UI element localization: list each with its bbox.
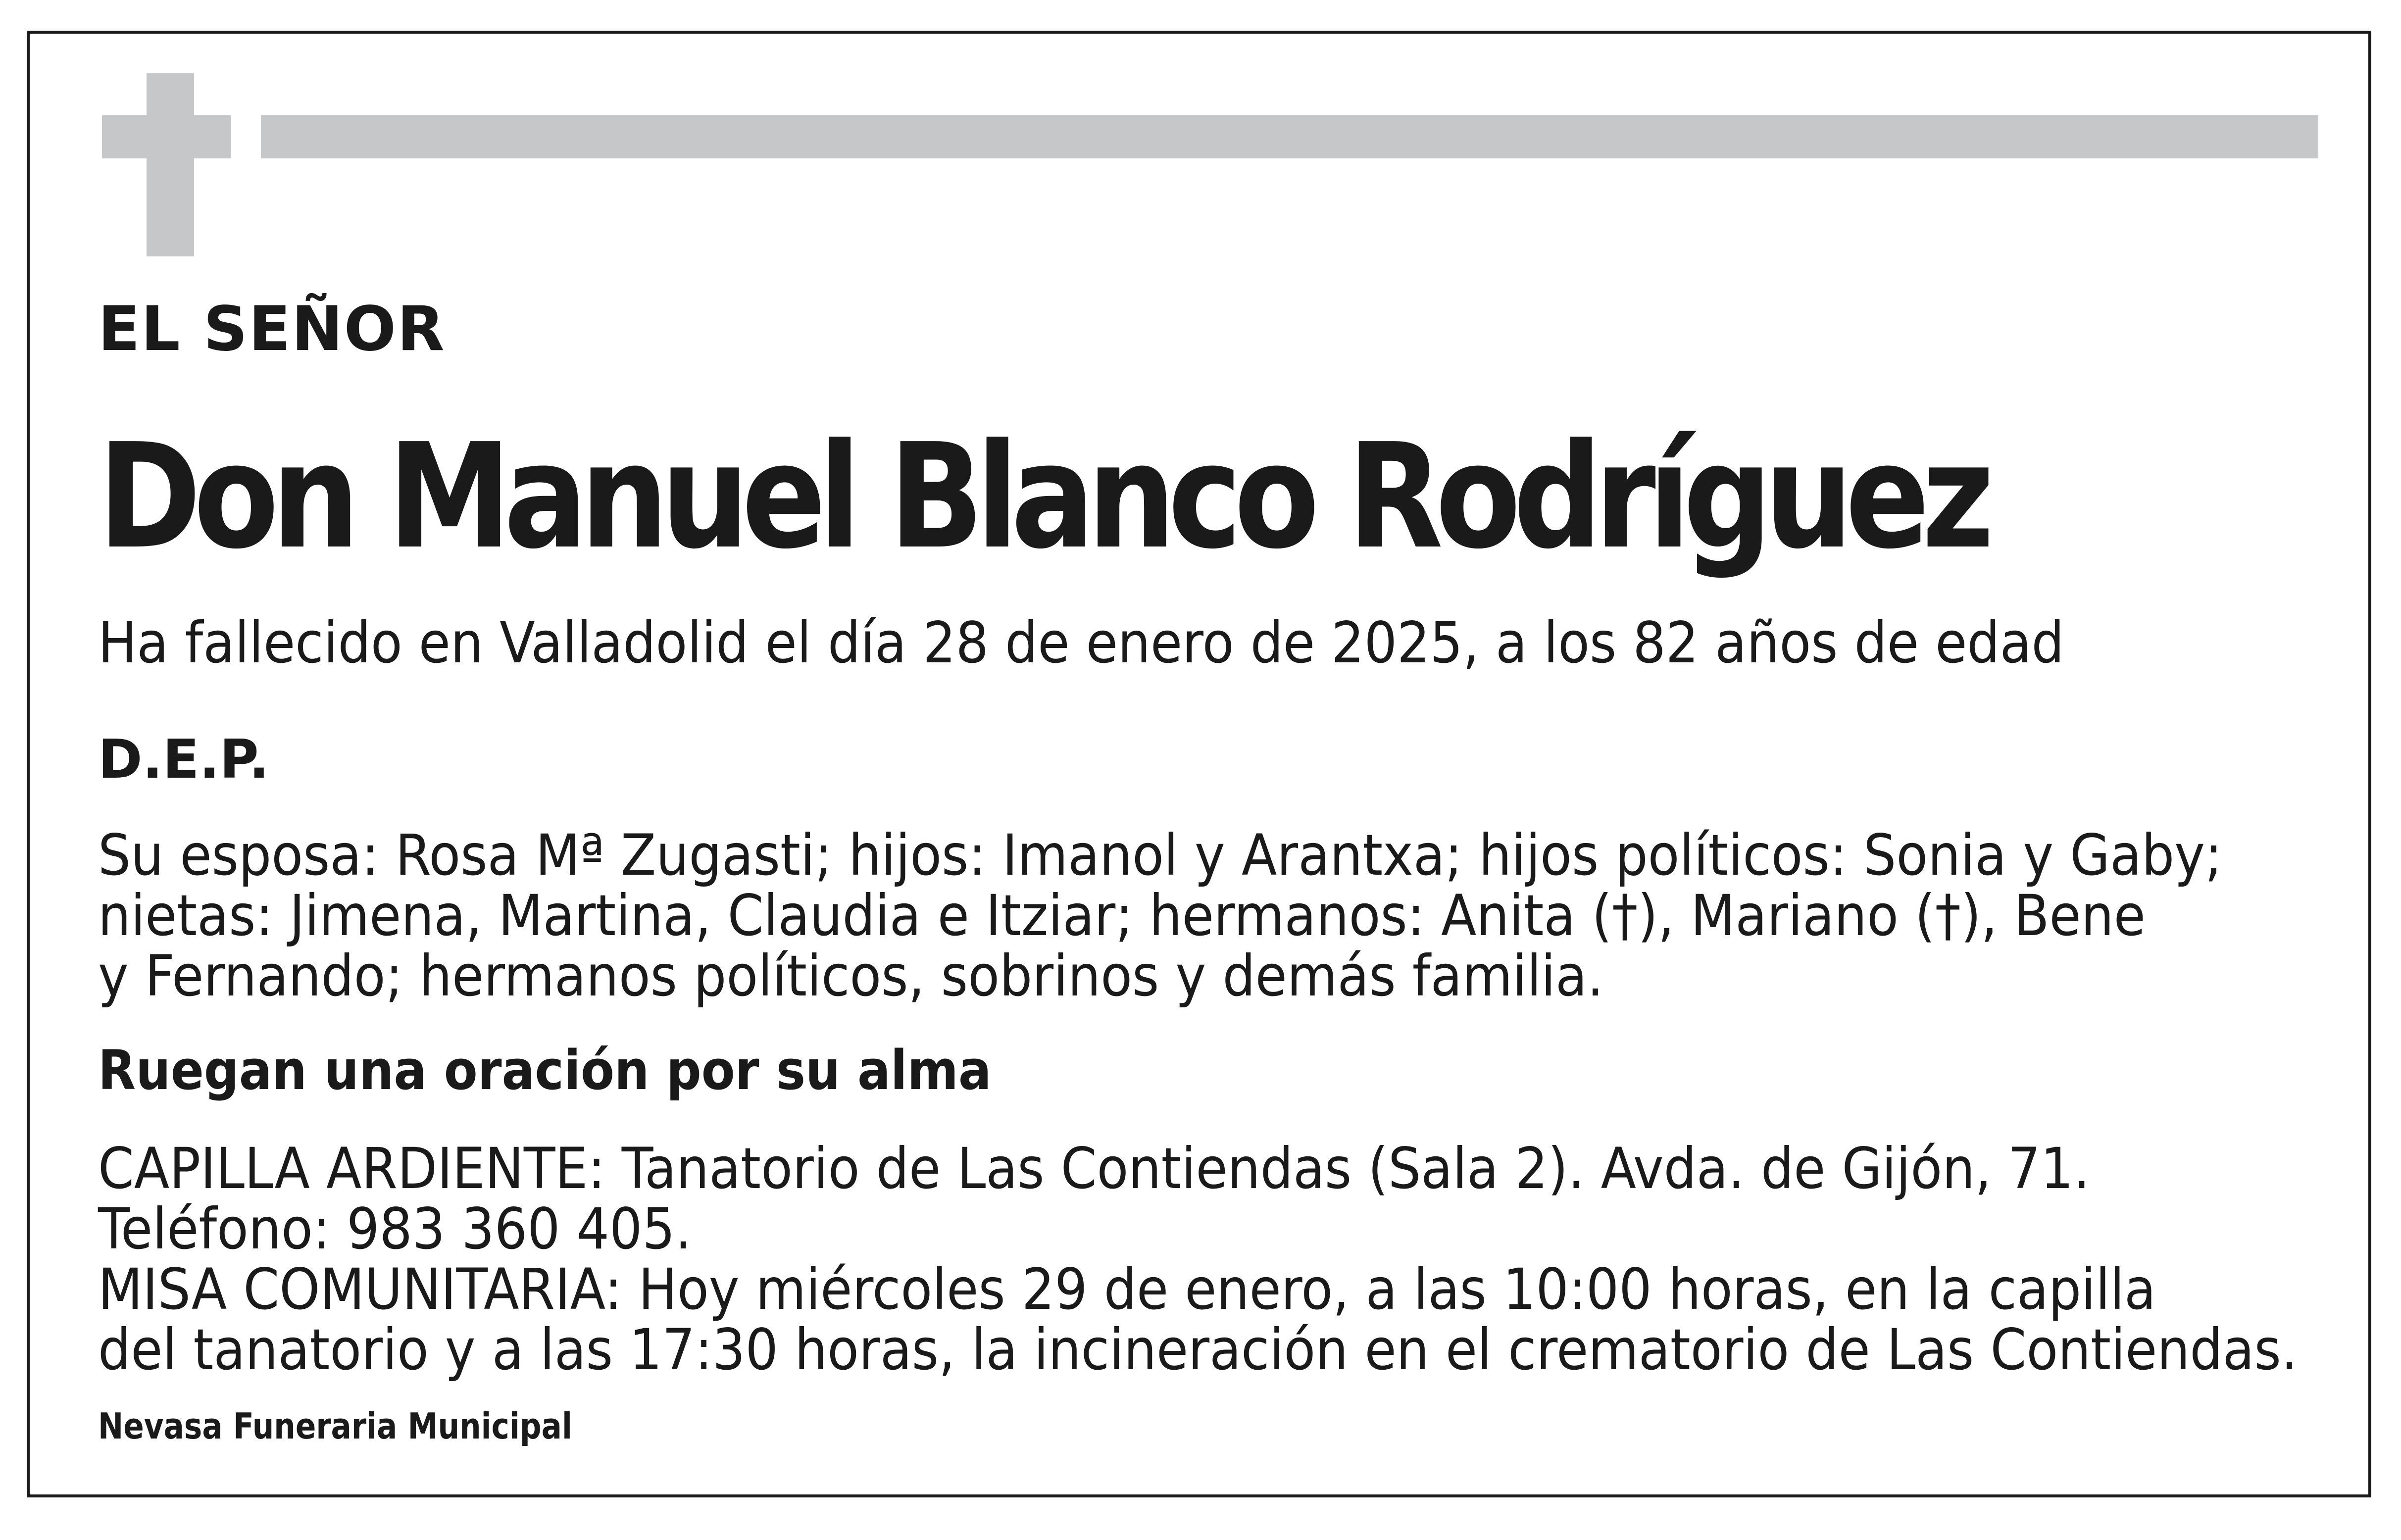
details-line: Teléfono: 983 360 405. — [98, 1196, 692, 1262]
details-line: MISA COMUNITARIA: Hoy miércoles 29 de enero, a las 10:00 horas, en la capilla — [98, 1256, 2156, 1322]
prayer-request: Ruegan una oración por su alma — [98, 1039, 992, 1102]
title-label: EL SEÑOR — [98, 294, 446, 365]
dep-label: D.E.P. — [98, 729, 269, 791]
cross-horizontal-bar — [102, 115, 231, 158]
details-line: CAPILLA ARDIENTE: Tanatorio de Las Contiendas (Sala 2). Avda. de Gijón, 71. — [98, 1136, 2090, 1201]
family-paragraph — [98, 822, 2223, 1009]
header-rule — [261, 115, 2318, 158]
service-details — [98, 1136, 2298, 1383]
family-line: y Fernando; hermanos políticos, sobrinos y demás familia. — [98, 943, 1604, 1009]
details-line: del tanatorio y a las 17:30 horas, la incineración en el crematorio de Las Contiendas. — [98, 1317, 2298, 1383]
deceased-name: Don Manuel Blanco Rodríguez — [98, 412, 1987, 581]
death-info: Ha fallecido en Valladolid el día 28 de enero de 2025, a los 82 años de edad — [98, 610, 2064, 676]
funeral-home: Nevasa Funeraria Municipal — [98, 1405, 572, 1447]
family-line: Su esposa: Rosa Mª Zugasti; hijos: Imanol y Arantxa; hijos políticos: Sonia y Gaby; — [98, 822, 2223, 888]
family-line: nietas: Jimena, Martina, Claudia e Itziar; hermanos: Anita (†), Mariano (†), Bene — [98, 883, 2146, 948]
cross-vertical-bar — [147, 73, 194, 256]
